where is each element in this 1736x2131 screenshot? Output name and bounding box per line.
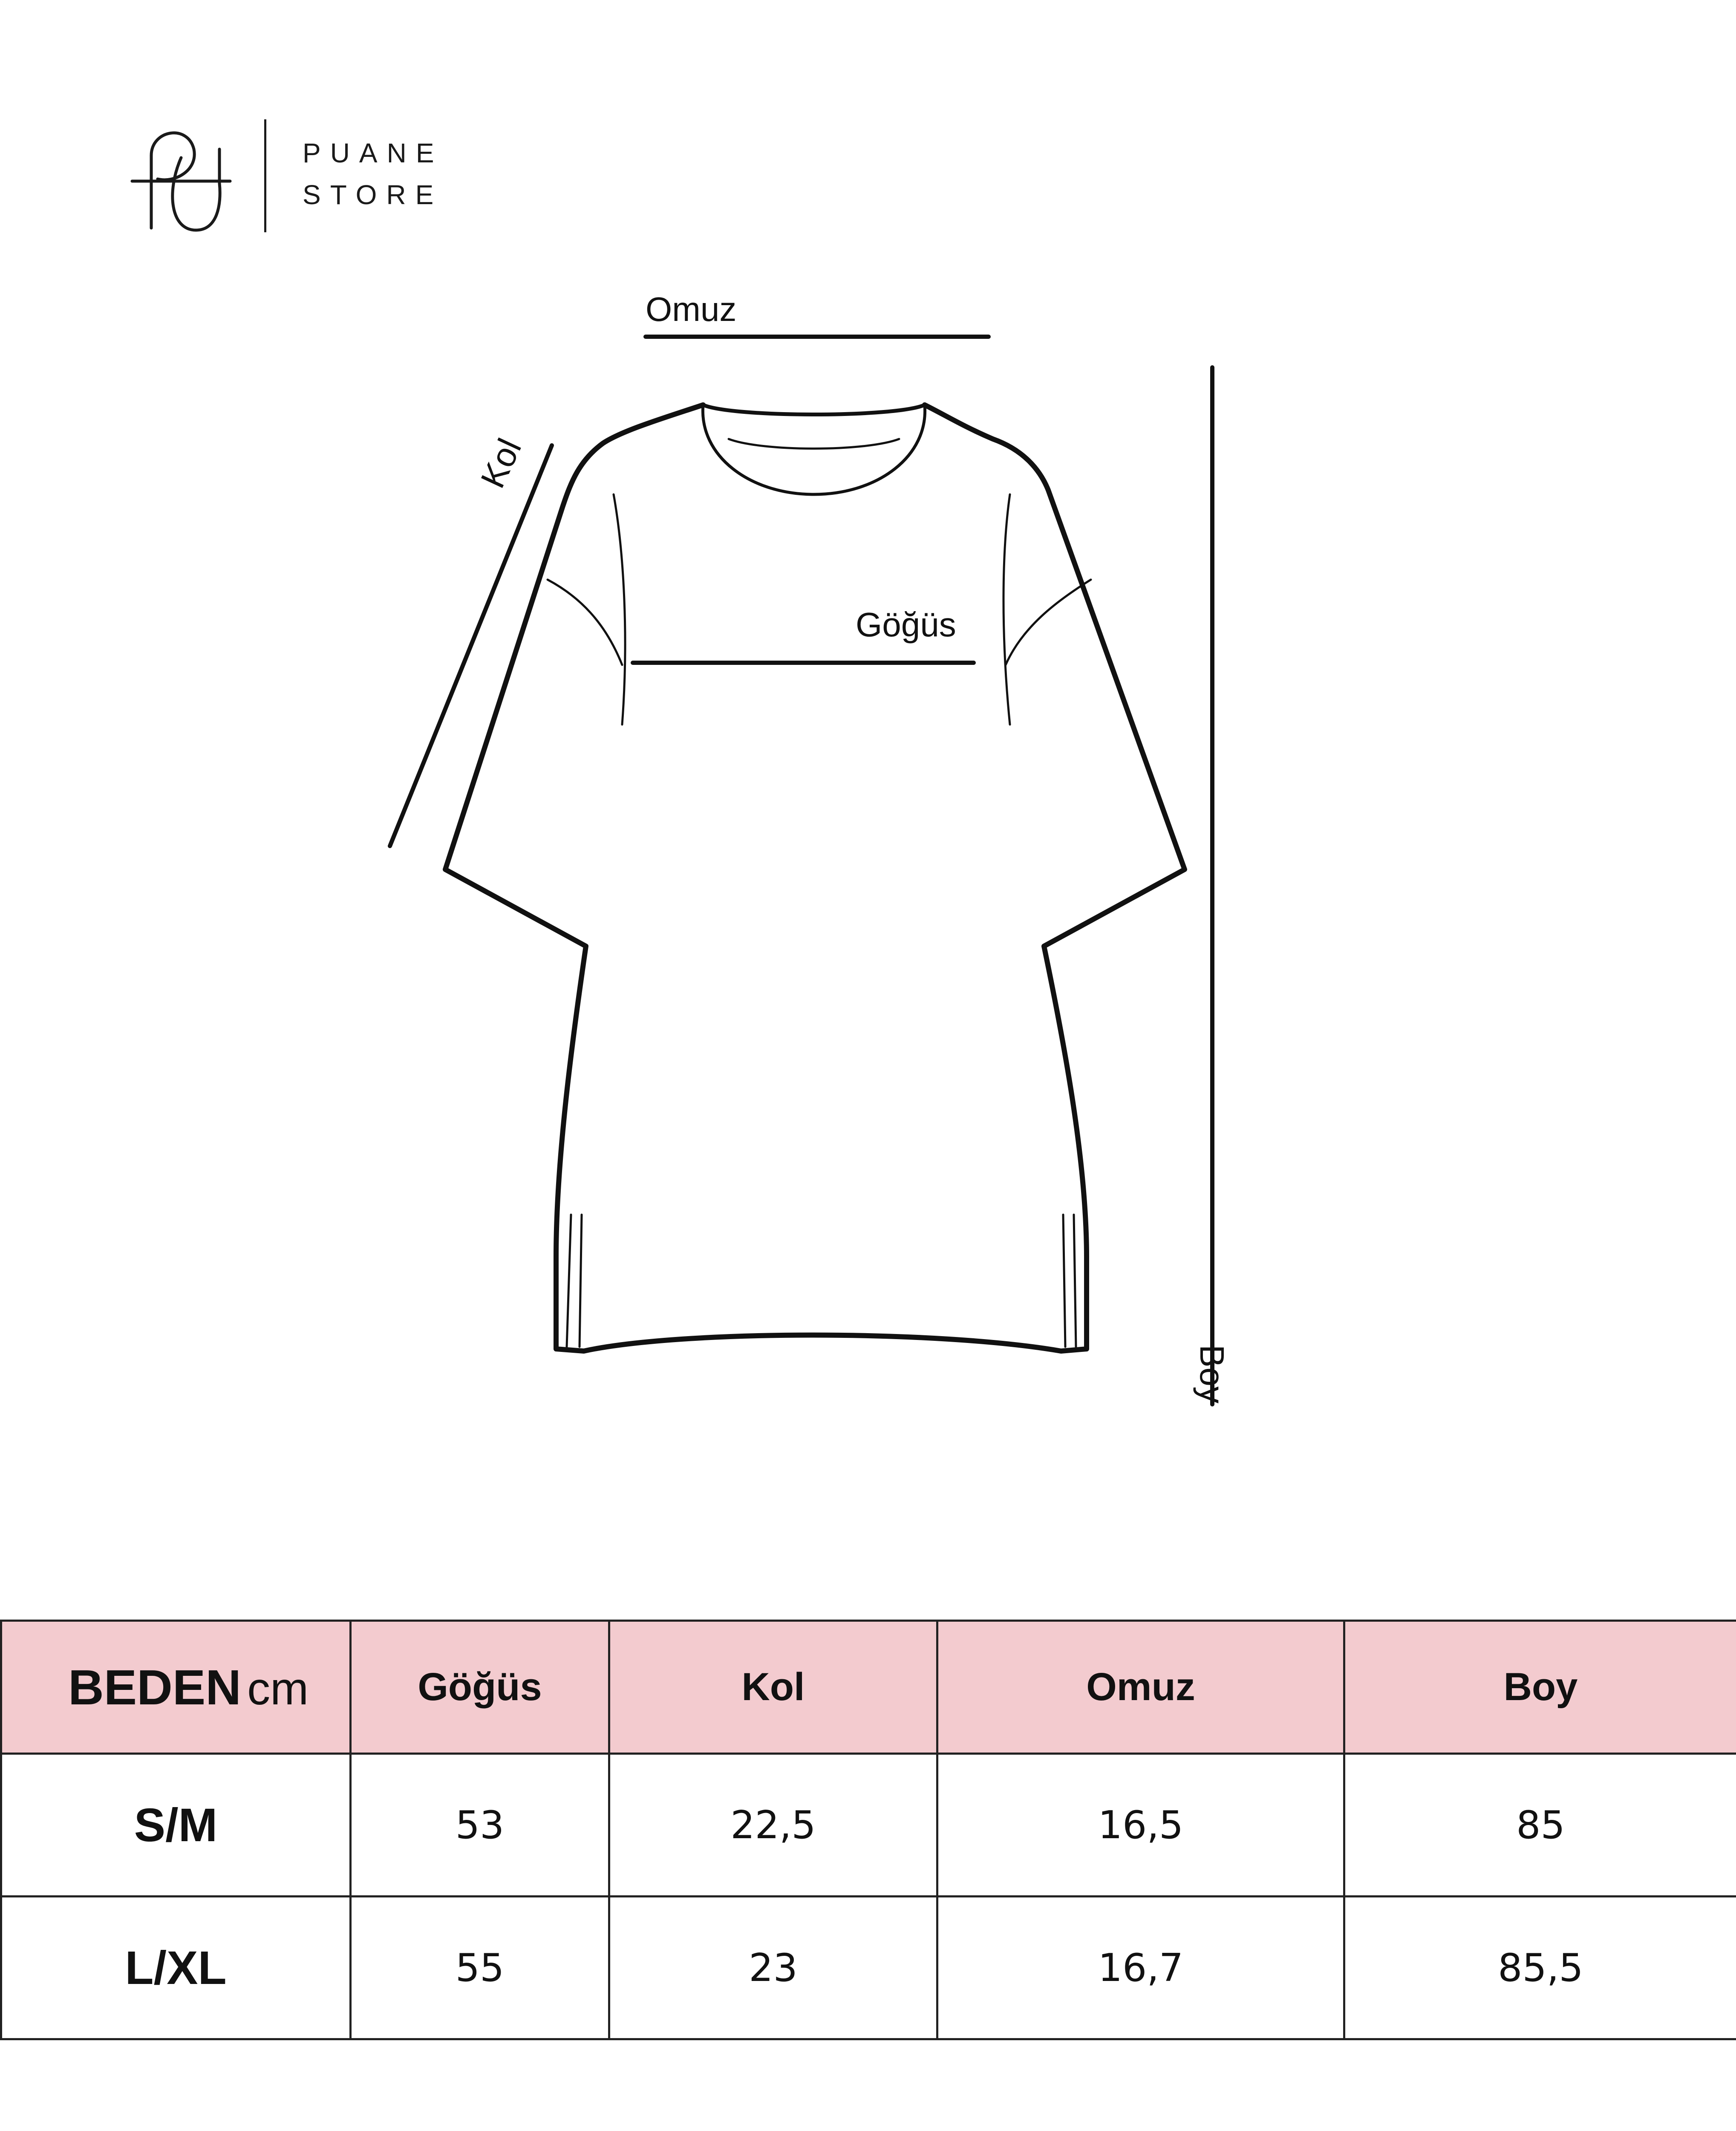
size-cell: S/M xyxy=(1,1754,351,1897)
tshirt-body xyxy=(445,405,1185,1351)
table-row xyxy=(1,1897,1736,2039)
table-row xyxy=(1,1754,1736,1897)
header-beden xyxy=(1,1621,351,1754)
gogus-label: Göğüs xyxy=(856,606,956,644)
garment-diagram xyxy=(0,256,1736,1449)
boy-cell: 85,5 xyxy=(1344,1897,1736,2039)
size-chart-table xyxy=(0,1620,1736,2040)
header-boy: Boy xyxy=(1344,1621,1736,1754)
brand-logo xyxy=(124,115,473,239)
header-beden-label: BEDEN xyxy=(68,1659,242,1715)
table-header-row xyxy=(1,1621,1736,1754)
omuz-label: Omuz xyxy=(646,290,737,328)
gogus-cell: 53 xyxy=(351,1754,609,1897)
boy-label: Boy xyxy=(1193,1345,1231,1403)
header-gogus: Göğüs xyxy=(351,1621,609,1754)
kol-cell: 23 xyxy=(609,1897,937,2039)
puane-monogram-icon xyxy=(124,115,251,239)
gogus-cell: 55 xyxy=(351,1897,609,2039)
omuz-cell: 16,5 xyxy=(937,1754,1344,1897)
boy-cell: 85 xyxy=(1344,1754,1736,1897)
size-cell: L/XL xyxy=(1,1897,351,2039)
right-side-seam xyxy=(1004,494,1010,725)
header-omuz: Omuz xyxy=(937,1621,1344,1754)
left-slit xyxy=(567,1215,582,1347)
neckline-inner xyxy=(729,439,899,449)
kol-cell: 22,5 xyxy=(609,1754,937,1897)
kol-label: Kol xyxy=(473,433,529,494)
omuz-cell: 16,7 xyxy=(937,1897,1344,2039)
right-slit xyxy=(1063,1215,1076,1347)
brand-name-line2: STORE xyxy=(303,179,443,210)
left-side-seam xyxy=(614,494,625,725)
header-unit-label: cm xyxy=(247,1662,309,1714)
left-armhole-seam xyxy=(548,580,622,665)
neckline-outer xyxy=(703,405,925,415)
logo-divider xyxy=(264,119,266,232)
header-kol: Kol xyxy=(609,1621,937,1754)
brand-name-line1: PUANE xyxy=(303,138,444,168)
tshirt-outline xyxy=(0,256,1736,1449)
right-armhole-seam xyxy=(1006,580,1091,665)
